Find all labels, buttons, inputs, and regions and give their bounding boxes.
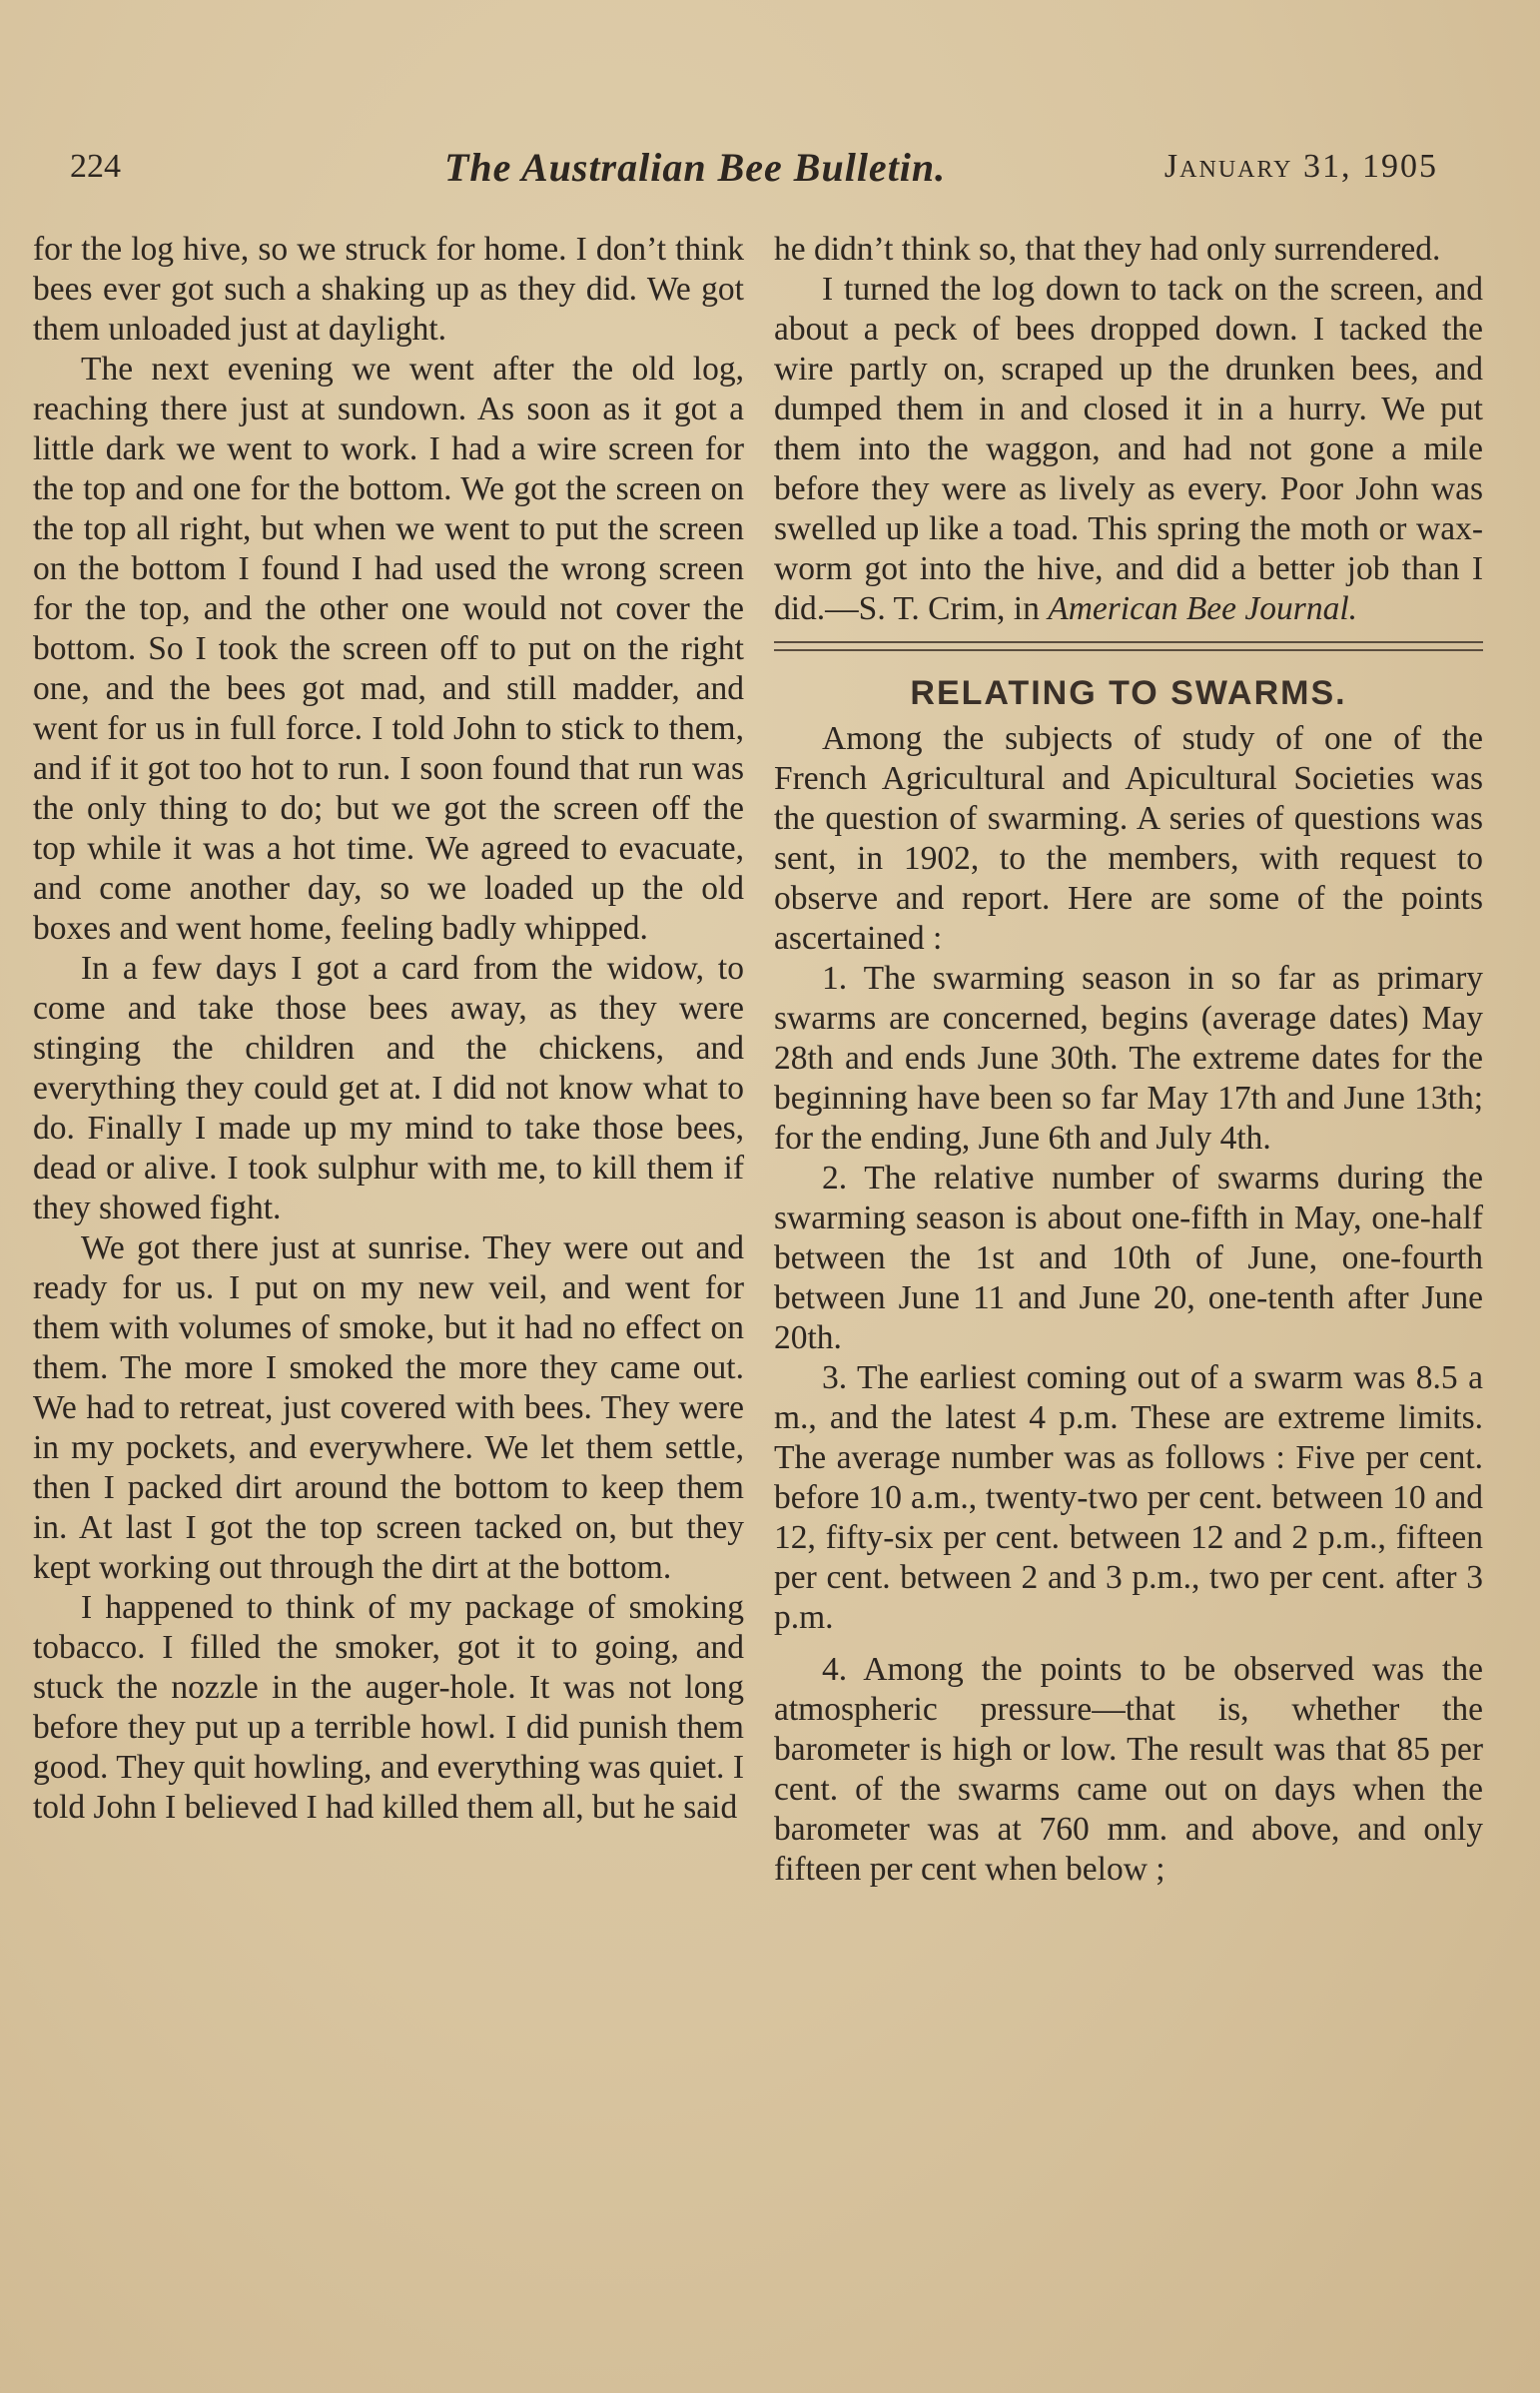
source-citation: American Bee Journal.	[1048, 590, 1358, 627]
spacer	[774, 1638, 1483, 1650]
issue-date: January 31, 1905	[1163, 148, 1438, 185]
paragraph-text: I turned the log down to tack on the screen, and about a peck of bees dropped down. I tacked the wire partly on, scraped up the drunken bees, and dumped them in and closed it in a hurry. We put them into the waggon, and had not gone a mile before they were as lively as every. Poor John was swelled up like a toad. This spring the moth or wax-worm got into the hive, and did a better job than I did.—S. T. Crim, in	[774, 271, 1483, 627]
left-column	[33, 230, 744, 1828]
paragraph: for the log hive, so we struck for home. I don’t think bees ever got such a shaking up as they did. We got them unloaded just at daylight.	[33, 231, 744, 348]
page-number: 224	[70, 148, 121, 185]
paragraph: Among the subjects of study of one of the French Agricultural and Apicultural Societies was the question of swarming. A series of questions was sent, in 1902, to the members, with request to observe and report. Here are some of the points ascertained :	[774, 720, 1483, 957]
running-header	[70, 145, 1438, 208]
paragraph: The next evening we went after the old log, reaching there just at sundown. As soon as it got a little dark we went to work. I had a wire screen for the top and one for the bottom. We got the screen on the top all right, but when we went to put the screen on the bottom I found I had used the wrong screen for the top, and the other one would not cover the bottom. So I took the screen off to put on the right one, and the bees got mad, and still madder, and went for us in full force. I told John to stick to them, and if it got too hot to run. I soon found that run was the only thing to do; but we got the screen off the top while it was a hot time. We agreed to evacuate, and come another day, so we loaded up the old boxes and went home, feeling badly whipped.	[33, 351, 744, 947]
numbered-point: 3. The earliest coming out of a swarm was 8.5 a m., and the latest 4 p.m. These are extreme limits. The average number was as follows : Five per cent. before 10 a.m., twenty-two per cent. between 10 and 12, fifty-six per cent. between 12 and 2 p.m., fifteen per cent. between 2 and 3 p.m., two per cent. after 3 p.m.	[774, 1359, 1483, 1636]
paragraph: I happened to think of my package of smoking tobacco. I filled the smoker, got it to going, and stuck the nozzle in the auger-hole. It was not long before they put up a terrible howl. I did punish them good. They quit howling, and everything was quiet. I told John I believed I had killed them all, but he said	[33, 1589, 744, 1826]
paragraph	[774, 270, 1483, 629]
paragraph: We got there just at sunrise. They were out and ready for us. I put on my new veil, and went for them with volumes of smoke, but it had no effect on them. The more I smoked the more they came out. We had to retreat, just covered with bees. They were in my pockets, and everywhere. We let them settle, then I packed dirt around the bottom to keep them in. At last I got the top screen tacked on, but they kept working out through the dirt at the bottom.	[33, 1229, 744, 1586]
numbered-point: 4. Among the points to be observed was the atmospheric pressure—that is, whether the barometer is high or low. The result was that 85 per cent. of the swarms came out on days when the barometer was at 760 mm. and above, and only fifteen per cent when below ;	[774, 1651, 1483, 1888]
paragraph: he didn’t think so, that they had only surrendered.	[774, 231, 1441, 268]
numbered-point: 1. The swarming season in so far as primary swarms are concerned, begins (average dates) May 28th and ends June 30th. The extreme dates for the beginning have been so far May 17th and June 13th; for the ending, June 6th and July 4th.	[774, 960, 1483, 1157]
journal-title: The Australian Bee Bulletin.	[444, 145, 947, 190]
right-column	[774, 230, 1483, 1890]
section-heading: RELATING TO SWARMS.	[910, 674, 1347, 712]
section-divider	[774, 641, 1483, 651]
numbered-point: 2. The relative number of swarms during the swarming season is about one-fifth in May, one-half between the 1st and 10th of June, one-fourth between June 11 and June 20, one-tenth after June 20th.	[774, 1160, 1483, 1356]
paragraph: In a few days I got a card from the widow, to come and take those bees away, as they were stinging the children and the chickens, and everything they could get at. I did not know what to do. Finally I made up my mind to take those bees, dead or alive. I took sulphur with me, to kill them if they showed fight.	[33, 950, 744, 1226]
